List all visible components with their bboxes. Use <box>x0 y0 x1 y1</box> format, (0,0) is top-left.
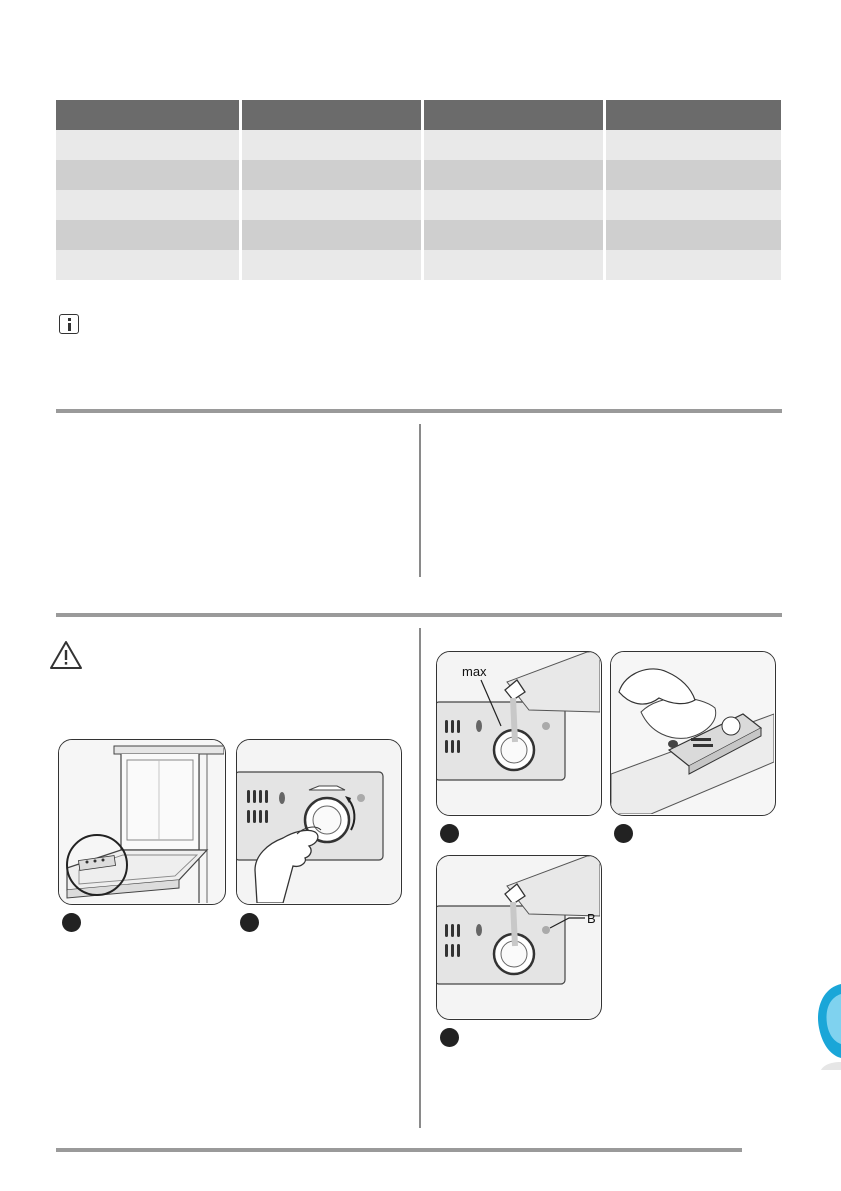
table-cell <box>56 160 239 190</box>
warning-icon <box>49 640 83 670</box>
step-number-marker <box>240 913 259 932</box>
step-number-marker <box>440 824 459 843</box>
table-row <box>56 250 781 280</box>
table-row <box>56 160 781 190</box>
table-header-cell <box>239 100 421 130</box>
figure-rinse-aid-dial-hand <box>236 739 402 905</box>
table-header-cell <box>56 100 239 130</box>
info-icon <box>59 314 79 334</box>
section-divider <box>56 613 782 617</box>
table-cell <box>421 130 603 160</box>
chapter-tab-icon <box>817 980 841 1072</box>
column-divider <box>419 424 421 577</box>
figure-pour-rinse-aid-max <box>436 651 602 816</box>
table-cell <box>239 190 421 220</box>
table-cell <box>239 160 421 190</box>
table-header-cell <box>603 100 781 130</box>
table-cell <box>603 130 781 160</box>
table-cell <box>603 190 781 220</box>
data-table <box>56 100 781 280</box>
step-number-marker <box>614 824 633 843</box>
table-cell <box>421 160 603 190</box>
table-cell <box>421 190 603 220</box>
table-cell <box>603 160 781 190</box>
table-cell <box>603 250 781 280</box>
table-cell <box>56 190 239 220</box>
table-cell <box>56 220 239 250</box>
table-header-cell <box>421 100 603 130</box>
section-divider <box>56 409 782 413</box>
table-cell <box>239 250 421 280</box>
step-number-marker <box>440 1028 459 1047</box>
table-cell <box>56 250 239 280</box>
table-row <box>56 130 781 160</box>
table-cell <box>56 130 239 160</box>
table-header-row <box>56 100 781 130</box>
table-cell <box>421 220 603 250</box>
figure-label-max: max <box>462 664 487 679</box>
table-row <box>56 220 781 250</box>
step-number-marker <box>62 913 81 932</box>
table-cell <box>239 220 421 250</box>
table-cell <box>239 130 421 160</box>
column-divider <box>419 628 421 1128</box>
figure-label-b: B <box>587 911 596 926</box>
figure-wipe-spill <box>610 651 776 816</box>
footer-divider <box>56 1148 742 1152</box>
table-cell <box>421 250 603 280</box>
figure-dishwasher-open <box>58 739 226 905</box>
figure-rinse-aid-indicator <box>436 855 602 1020</box>
table-row <box>56 190 781 220</box>
table-cell <box>603 220 781 250</box>
